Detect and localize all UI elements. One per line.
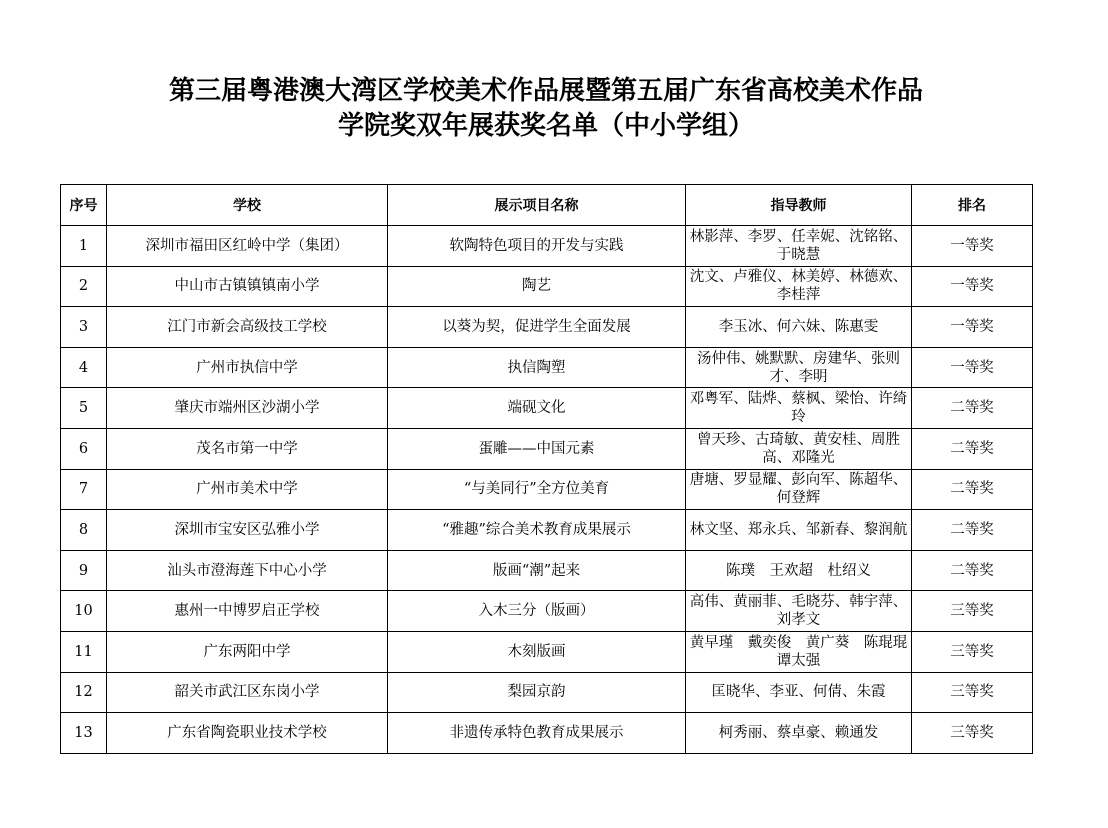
row-number: 10 — [61, 591, 107, 632]
row-teachers: 柯秀丽、蔡卓豪、赖通发 — [686, 713, 912, 754]
table-row — [61, 672, 1033, 713]
row-teachers: 唐塘、罗显耀、彭向军、陈超华、何登辉 — [686, 469, 912, 510]
row-teachers: 高伟、黄丽菲、毛晓芬、韩宇萍、刘孝文 — [686, 591, 912, 632]
document-title-line2: 学院奖双年展获奖名单（中小学组） — [337, 111, 754, 141]
row-project: “与美同行”全方位美育 — [388, 469, 686, 510]
row-rank: 三等奖 — [912, 713, 1033, 754]
header-project-name: 展示项目名称 — [388, 185, 686, 226]
header-instructors: 指导教师 — [686, 185, 912, 226]
table-row — [61, 631, 1033, 672]
row-teachers: 曾天珍、古琦敏、黄安桂、周胜高、邓隆光 — [686, 428, 912, 469]
row-project: 软陶特色项目的开发与实践 — [388, 226, 686, 267]
row-teachers: 匡晓华、李亚、何倩、朱霞 — [686, 672, 912, 713]
row-teachers: 林影萍、李罗、任幸妮、沈铭铭、于晓慧 — [686, 226, 912, 267]
row-school: 惠州一中博罗启正学校 — [107, 591, 388, 632]
row-teachers: 沈文、卢雅仪、林美婷、林德欢、李桂萍 — [686, 266, 912, 307]
table-row — [61, 510, 1033, 551]
row-number: 7 — [61, 469, 107, 510]
row-school: 广州市美术中学 — [107, 469, 388, 510]
header-serial-number: 序号 — [61, 185, 107, 226]
row-teachers: 黄早瑾 戴奕俊 黄广葵 陈琨琨 谭太强 — [686, 631, 912, 672]
row-school: 广东省陶瓷职业技术学校 — [107, 713, 388, 754]
row-teachers: 邓粤军、陆烨、蔡枫、梁怡、许绮玲 — [686, 388, 912, 429]
row-project: 以葵为契，促进学生全面发展 — [388, 307, 686, 348]
row-project: 版画“潮”起来 — [388, 550, 686, 591]
row-school: 汕头市澄海莲下中心小学 — [107, 550, 388, 591]
row-number: 6 — [61, 428, 107, 469]
row-project: 入木三分（版画） — [388, 591, 686, 632]
row-school: 深圳市福田区红岭中学（集团） — [107, 226, 388, 267]
row-number: 1 — [61, 226, 107, 267]
row-project: 木刻版画 — [388, 631, 686, 672]
table-header-row — [61, 185, 1033, 226]
awards-table — [60, 184, 1033, 754]
row-school: 肇庆市端州区沙湖小学 — [107, 388, 388, 429]
row-school: 中山市古镇镇镇南小学 — [107, 266, 388, 307]
table-row — [61, 428, 1033, 469]
row-number: 3 — [61, 307, 107, 348]
row-teachers: 汤仲伟、姚默默、房建华、张则才、李明 — [686, 347, 912, 388]
row-rank: 二等奖 — [912, 388, 1033, 429]
table-row — [61, 550, 1033, 591]
table-row — [61, 226, 1033, 267]
row-rank: 二等奖 — [912, 469, 1033, 510]
row-project: 非遗传承特色教育成果展示 — [388, 713, 686, 754]
row-number: 9 — [61, 550, 107, 591]
row-number: 11 — [61, 631, 107, 672]
row-project: 端砚文化 — [388, 388, 686, 429]
table-row — [61, 469, 1033, 510]
table-row — [61, 347, 1033, 388]
row-project: “雅趣”综合美术教育成果展示 — [388, 510, 686, 551]
row-number: 13 — [61, 713, 107, 754]
row-rank: 三等奖 — [912, 672, 1033, 713]
row-number: 5 — [61, 388, 107, 429]
row-school: 广州市执信中学 — [107, 347, 388, 388]
table-row — [61, 388, 1033, 429]
row-number: 2 — [61, 266, 107, 307]
row-rank: 三等奖 — [912, 631, 1033, 672]
table-row — [61, 266, 1033, 307]
header-rank: 排名 — [912, 185, 1033, 226]
row-rank: 一等奖 — [912, 307, 1033, 348]
row-school: 江门市新会高级技工学校 — [107, 307, 388, 348]
document-title-line1: 第三届粤港澳大湾区学校美术作品展暨第五届广东省高校美术作品 — [168, 76, 923, 106]
row-project: 陶艺 — [388, 266, 686, 307]
row-rank: 二等奖 — [912, 428, 1033, 469]
row-teachers: 陈璞 王欢超 杜绍义 — [686, 550, 912, 591]
row-rank: 一等奖 — [912, 266, 1033, 307]
row-rank: 一等奖 — [912, 347, 1033, 388]
row-school: 深圳市宝安区弘雅小学 — [107, 510, 388, 551]
row-rank: 二等奖 — [912, 550, 1033, 591]
table-row — [61, 591, 1033, 632]
row-rank: 三等奖 — [912, 591, 1033, 632]
row-teachers: 林文坚、郑永兵、邹新春、黎润航 — [686, 510, 912, 551]
row-project: 梨园京韵 — [388, 672, 686, 713]
table-row — [61, 307, 1033, 348]
row-number: 4 — [61, 347, 107, 388]
row-rank: 二等奖 — [912, 510, 1033, 551]
row-teachers: 李玉冰、何六妹、陈惠雯 — [686, 307, 912, 348]
row-project: 蛋雕——中国元素 — [388, 428, 686, 469]
row-project: 执信陶塑 — [388, 347, 686, 388]
row-number: 8 — [61, 510, 107, 551]
header-school: 学校 — [107, 185, 388, 226]
row-school: 广东两阳中学 — [107, 631, 388, 672]
row-number: 12 — [61, 672, 107, 713]
row-school: 茂名市第一中学 — [107, 428, 388, 469]
table-row — [61, 713, 1033, 754]
row-rank: 一等奖 — [912, 226, 1033, 267]
row-school: 韶关市武江区东岗小学 — [107, 672, 388, 713]
